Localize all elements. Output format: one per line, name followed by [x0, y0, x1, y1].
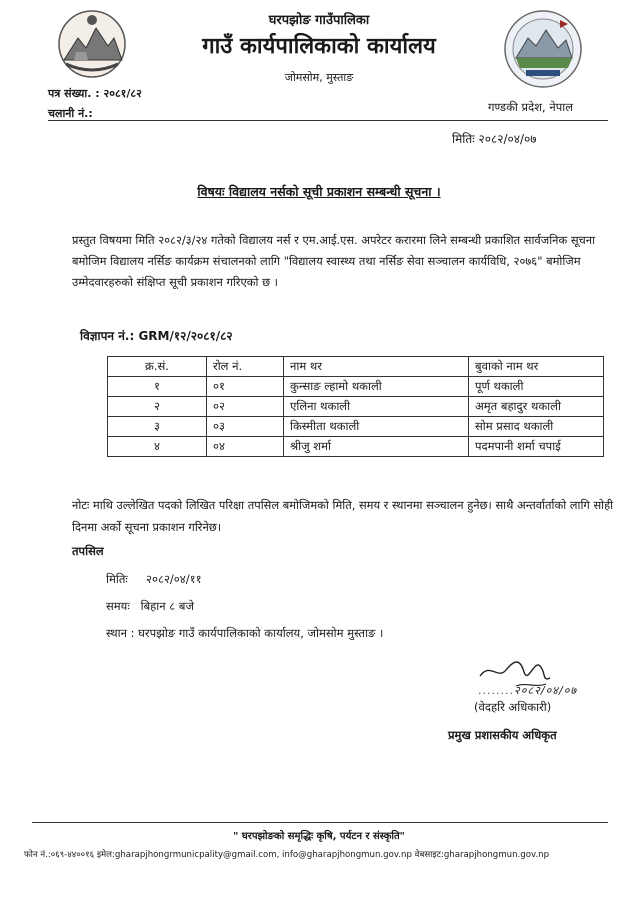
- cell-father-name: पदमपानी शर्मा चपाई: [469, 437, 604, 457]
- letter-number-label: पत्र संख्या. :: [48, 87, 100, 100]
- province-text: गण्डकी प्रदेश, नेपाल: [488, 100, 574, 114]
- header-divider: [48, 120, 608, 121]
- schedule-date-label: मितिः: [106, 572, 128, 586]
- phone-value: ०६९-४४००१६: [50, 850, 95, 860]
- col-roll: रोल नं.: [207, 357, 284, 377]
- schedule-time: [106, 599, 194, 614]
- signature-date: ........२०८२/०४/०७: [478, 684, 578, 697]
- issue-date-label: मितिः: [452, 132, 475, 146]
- notice-subject: विषयः विद्यालय नर्सको सूची प्रकाशन सम्बन्धी सूचना ।: [197, 184, 441, 199]
- cell-name: एलिना थकाली: [284, 397, 469, 417]
- cell-roll: ०३: [207, 417, 284, 437]
- cell-father-name: पूर्ण थकाली: [469, 377, 604, 397]
- table-row: [108, 437, 604, 457]
- footer-divider: [32, 822, 608, 823]
- col-father-name: बुवाको नाम थर: [469, 357, 604, 377]
- notice-body: प्रस्तुत विषयमा मिति २०८२/३/२४ गतेको विद्यालय नर्स र एम.आई.एस. अपरेटर करारमा लिने सम्बन्धी प्रकाशित सार्वजनिक सूचना बमोजिम विद्यालय नर्सिङ कार्यक्रम संचालनको लागि "विद्यालय स्वास्थ्य तथा नर्सिङ सेवा सञ्चालन कार्यविधि, २०७६" बमोजिम उम्मेदवारहरुको संक्षिप्त सूची प्रकाशन गरिएको छ ।: [72, 233, 596, 289]
- footer-contact: [24, 848, 624, 860]
- office-name: गाउँ कार्यपालिकाको कार्यालय: [202, 34, 436, 59]
- schedule-heading: तपसिल: [72, 544, 104, 558]
- phone-label: फोन नं.:: [24, 850, 51, 860]
- table-row: [108, 397, 604, 417]
- cell-name: किस्मीता थकाली: [284, 417, 469, 437]
- cell-roll: ०२: [207, 397, 284, 417]
- website-value: gharapjhongmun.gov.np: [443, 850, 550, 860]
- schedule-time-label: समयः: [106, 599, 130, 613]
- schedule-place-value: घरपझोङ गाउँ कार्यपालिकाको कार्यालय, जोमसोम मुस्ताङ ।: [138, 626, 384, 640]
- table-row: [108, 417, 604, 437]
- advertisement-number-label: विज्ञापन नं.:: [80, 329, 135, 343]
- letter-number: [48, 86, 142, 101]
- col-name: नाम थर: [284, 357, 469, 377]
- signatory-title: प्रमुख प्रशासकीय अधिकृत: [448, 728, 557, 742]
- schedule-time-value: बिहान ८ बजे: [140, 599, 195, 613]
- table-header-row: [108, 357, 604, 377]
- municipality-name: घरपझोङ गाउँपालिका: [268, 13, 370, 28]
- schedule-date-value: २०८२/०४/११: [146, 572, 202, 586]
- issue-date-value: २०८२/०४/०७: [478, 132, 537, 146]
- cell-serial: १: [108, 377, 207, 397]
- schedule-place: [106, 626, 383, 641]
- email-value: gharapjhongrmunicpality@gmail.com, info@gharapjhongmun.gov.np: [114, 850, 412, 860]
- cell-serial: ३: [108, 417, 207, 437]
- schedule-date: [106, 572, 202, 587]
- dispatch-number-label: चलानी नं.:: [48, 107, 93, 120]
- signatory-name: (वेदहरि अधिकारी): [474, 700, 552, 714]
- candidate-table: [107, 356, 604, 457]
- cell-serial: २: [108, 397, 207, 417]
- signature-date-value: २०८२/०४/०७: [513, 684, 578, 697]
- footer-slogan: " घरपझोङको समृद्धिः कृषि, पर्यटन र संस्कृति": [233, 831, 405, 842]
- issue-date: [452, 130, 537, 147]
- advertisement-number: [80, 327, 233, 344]
- advertisement-number-value: GRM/१२/२०८१/८२: [138, 329, 233, 343]
- cell-name: श्रीजु शर्मा: [284, 437, 469, 457]
- cell-roll: ०४: [207, 437, 284, 457]
- cell-serial: ४: [108, 437, 207, 457]
- exam-note: नोटः माथि उल्लेखित पदको लिखित परिक्षा तपसिल बमोजिमको मिति, समय र स्थानमा सञ्चालन हुनेछ। साथै अन्तर्वार्ताको लागि सोही दिनमा अर्को सूचना प्रकाशन गरिनेछ।: [72, 498, 614, 534]
- email-label: इमेल:: [96, 850, 115, 860]
- schedule-place-label: स्थान :: [106, 626, 135, 640]
- cell-father-name: सोम प्रसाद थकाली: [469, 417, 604, 437]
- cell-name: कुन्साङ ल्हामो थकाली: [284, 377, 469, 397]
- cell-father-name: अमृत बहादुर थकाली: [469, 397, 604, 417]
- cell-roll: ०१: [207, 377, 284, 397]
- letter-number-value: २०८१/८२: [103, 87, 142, 100]
- website-label: वेबसाइट:: [414, 850, 444, 860]
- office-location: जोमसोम, मुस्ताङ: [284, 71, 354, 84]
- table-row: [108, 377, 604, 397]
- col-serial: क्र.सं.: [108, 357, 207, 377]
